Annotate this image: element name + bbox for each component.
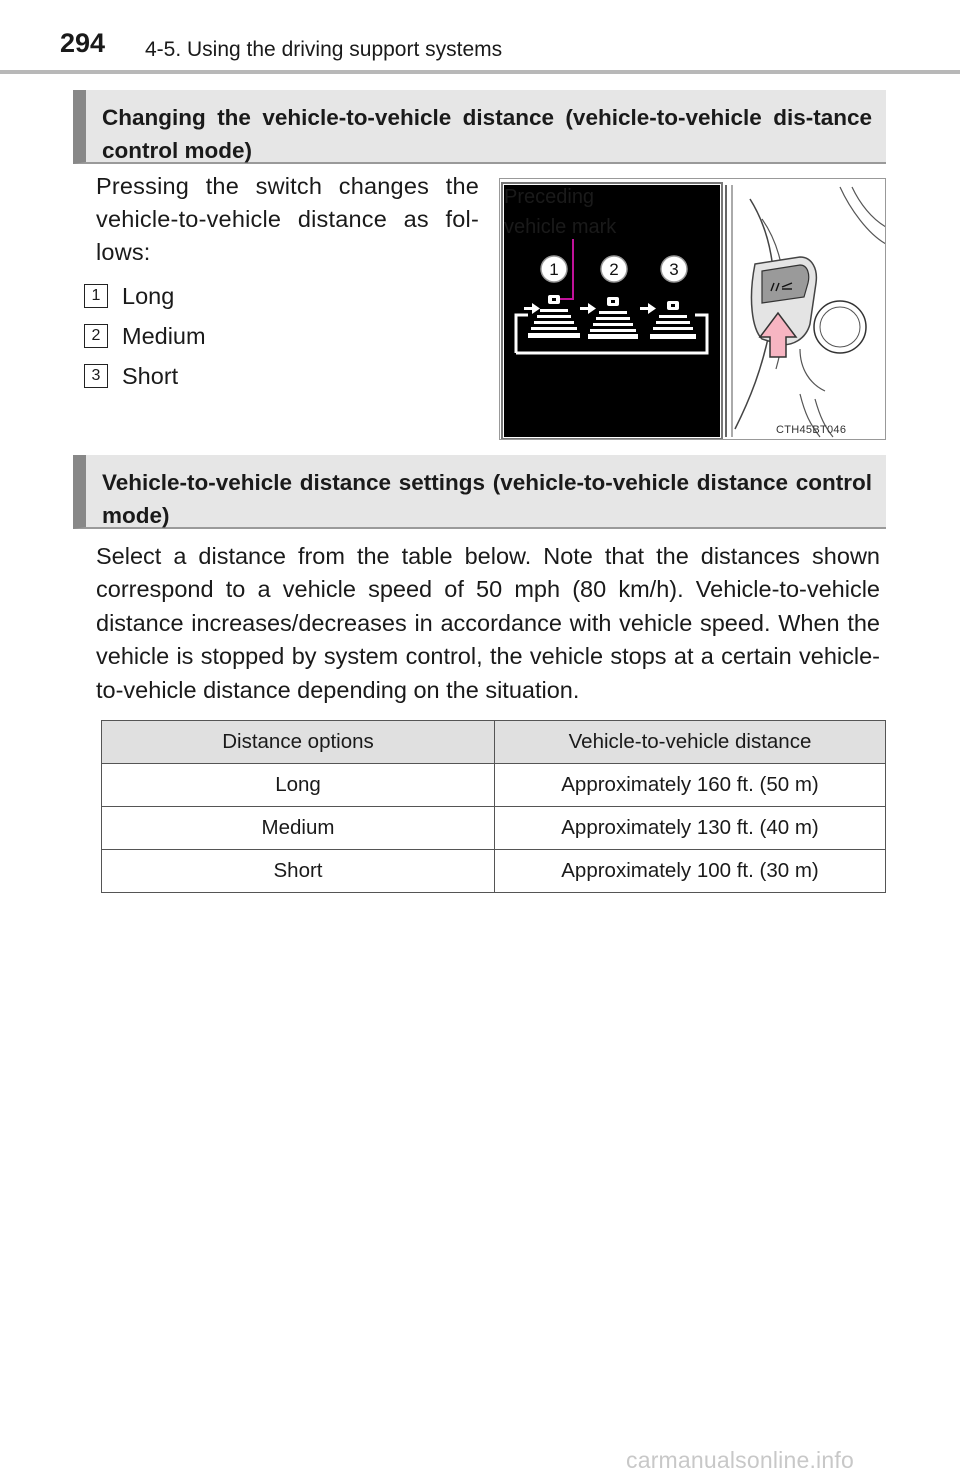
header-divider	[0, 70, 960, 74]
list-label: Short	[122, 363, 179, 389]
distance-table	[101, 720, 886, 893]
table-row	[102, 764, 886, 807]
watermark: carmanualsonline.info	[626, 1447, 854, 1473]
badge-label: 1	[549, 260, 559, 279]
table-header-row	[102, 721, 886, 764]
preceding-vehicle-mark-label	[504, 182, 616, 242]
number-badge-2: 2	[84, 324, 108, 348]
settings-paragraph: Select a distance from the table below. Note that the distances shown correspond to a vehicle speed of 50 mph (80 km/h). Vehicle-to-vehicle distance increases/decreases in accordance with vehicle speed. When the vehicle is stopped by system control, the vehicle stops at a certain vehicle-to-vehicle distance depending on the situation.	[96, 543, 880, 703]
table-cell: Approximately 130 ft. (40 m)	[495, 807, 886, 850]
callout-line-1: Preceding	[504, 186, 595, 208]
setting-number-badges	[541, 256, 687, 282]
distance-switch	[762, 265, 809, 303]
badge-label: 2	[609, 260, 619, 279]
heading-distance-settings: Vehicle-to-vehicle distance settings (vehicle-to-vehicle distance control mode)	[73, 455, 886, 529]
section-title: 4-5. Using the driving support systems	[145, 38, 503, 61]
table-cell: Medium	[102, 807, 495, 850]
callout-line-2: vehicle mark	[504, 216, 617, 238]
number-badge-1: 1	[84, 284, 108, 308]
column-header: Vehicle-to-vehicle distance	[495, 721, 886, 764]
table-row	[102, 807, 886, 850]
intro-paragraph: Pressing the switch changes the vehicle-to-vehicle distance as fol-lows:	[96, 173, 479, 265]
heading-changing-distance: Changing the vehicle-to-vehicle distance (vehicle-to-vehicle dis-tance control mode)	[73, 90, 886, 164]
list-label: Long	[122, 283, 175, 309]
table-cell: Short	[102, 850, 495, 893]
round-button	[814, 301, 866, 353]
list-label: Medium	[122, 323, 206, 349]
table-cell: Long	[102, 764, 495, 807]
number-badge-3: 3	[84, 364, 108, 388]
page-number: 294	[60, 28, 106, 58]
figure-code: CTH45BT046	[776, 424, 847, 436]
table-row	[102, 850, 886, 893]
column-header: Distance options	[102, 721, 495, 764]
table-cell: Approximately 160 ft. (50 m)	[495, 764, 886, 807]
badge-label: 3	[669, 260, 679, 279]
table-cell: Approximately 100 ft. (30 m)	[495, 850, 886, 893]
